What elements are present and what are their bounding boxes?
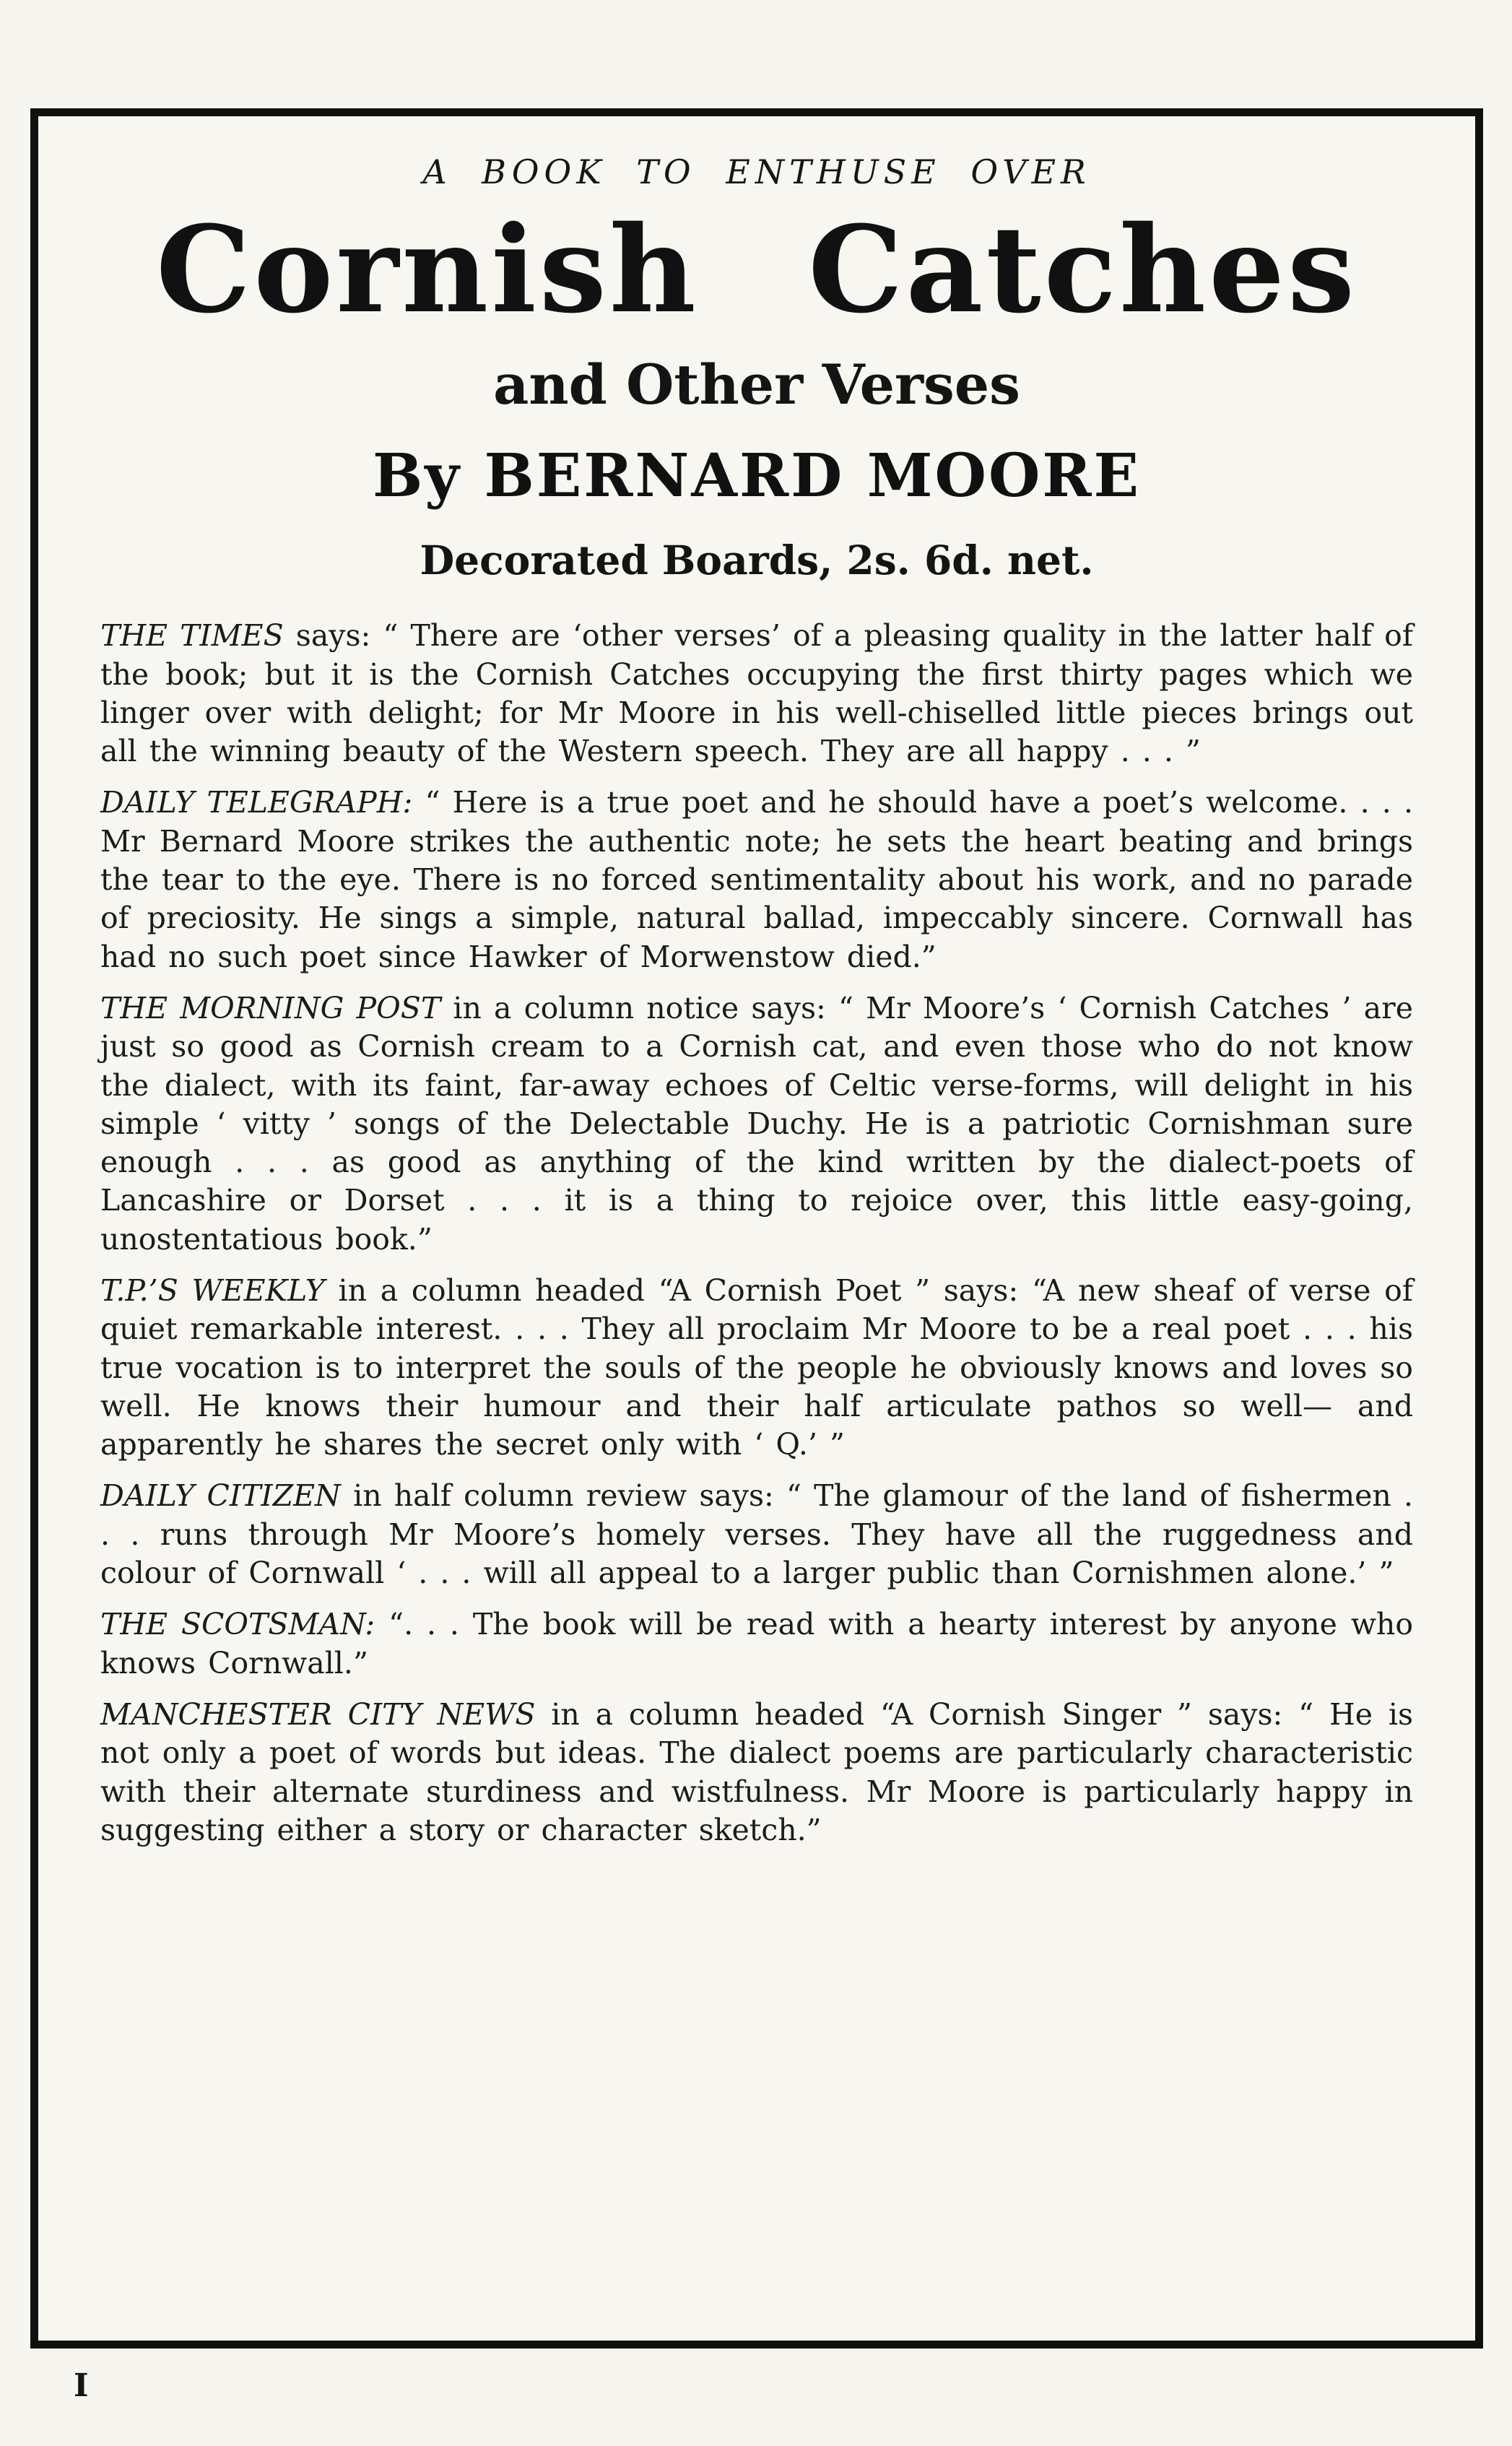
tagline: A BOOK TO ENTHUSE OVER [422, 152, 1091, 191]
press-reviews-section [100, 617, 1413, 1849]
review-tps-weekly [100, 1272, 1413, 1464]
book-title: Cornish Catches [155, 199, 1357, 339]
review-the-scotsman [100, 1605, 1413, 1683]
review-daily-telegraph [100, 784, 1413, 976]
page-number: I [74, 2367, 89, 2404]
review-text: says: “ There are ‘other verses’ of a pleasing quality in the latter half of the book; but it is the Cornish Catches occupying the first thirty pages which we linger over with delight; for Mr Moore in his well-chiselled little pieces brings out all the winning beauty of the Western speech. They are all happy . . . ” [100, 618, 1413, 769]
review-source: MANCHESTER CITY NEWS [100, 1696, 536, 1732]
page-border-frame [30, 108, 1483, 2349]
review-morning-post [100, 989, 1413, 1259]
review-daily-citizen [100, 1477, 1413, 1592]
review-the-times [100, 617, 1413, 771]
review-source: THE SCOTSMAN: [100, 1607, 375, 1642]
review-text: “. . . The book will be read with a hearty interest by anyone who knows Cornwall.” [100, 1607, 1414, 1680]
review-source: T.P.’S WEEKLY [100, 1273, 325, 1308]
review-text: in a column headed “A Cornish Singer ” says: “ He is not only a poet of words but ideas. The dialect poems are particularly characteristic with their alternate sturdiness and wistfulness. Mr Moore is particularly happy in suggesting either a story or character sketch.” [100, 1696, 1413, 1847]
author-byline: By BERNARD MOORE [372, 441, 1142, 511]
review-text: “ Here is a true poet and he should have a poet’s welcome. . . . Mr Bernard Moore strikes the authentic note; he sets the heart beating and brings the tear to the eye. There is no forced sentimentality about his work, and no parade of preciosity. He sings a simple, natural ballad, impeccably sincere. Cornwall has had no such poet since Hawker of Morwenstow died.” [100, 785, 1413, 974]
review-source: DAILY CITIZEN [100, 1478, 341, 1514]
review-manchester-city-news [100, 1696, 1413, 1849]
review-text: in a column notice says: “ Mr Moore’s ‘ Cornish Catches ’ are just so good as Cornish cream to a Cornish cat, and even those who do not know the dialect, with its faint, far-away echoes of Celtic verse-forms, will delight in his simple ‘ vitty ’ songs of the Delectable Duchy. He is a patriotic Cornishman sure enough . . . as good as anything of the kind written by the dialect-poets of Lancashire or Dorset . . . it is a thing to rejoice over, this little easy-going, unostentatious book.” [100, 990, 1413, 1257]
review-source: DAILY TELEGRAPH: [100, 785, 413, 820]
review-text: in half column review says: “ The glamour of the land of fishermen . . . runs through Mr Moore’s homely verses. They have all the ruggedness and colour of Cornwall ‘ . . . will all appeal to a larger public than Cornishmen alone.’ ” [100, 1478, 1414, 1591]
review-text: in a column headed “A Cornish Poet ” says: “A new sheaf of verse of quiet remarkable interest. . . . They all proclaim Mr Moore to be a real poet . . . his true vocation is to interpret the souls of the people he obviously knows and loves so well. He knows their humour and their half articulate pathos so well— and apparently he shares the secret only with ‘ Q.’ ” [100, 1273, 1413, 1462]
review-source: THE TIMES [100, 618, 284, 654]
review-source: THE MORNING POST [100, 990, 441, 1025]
book-subtitle: and Other Verses [493, 352, 1020, 417]
edition-price-line: Decorated Boards, 2s. 6d. net. [420, 537, 1094, 584]
